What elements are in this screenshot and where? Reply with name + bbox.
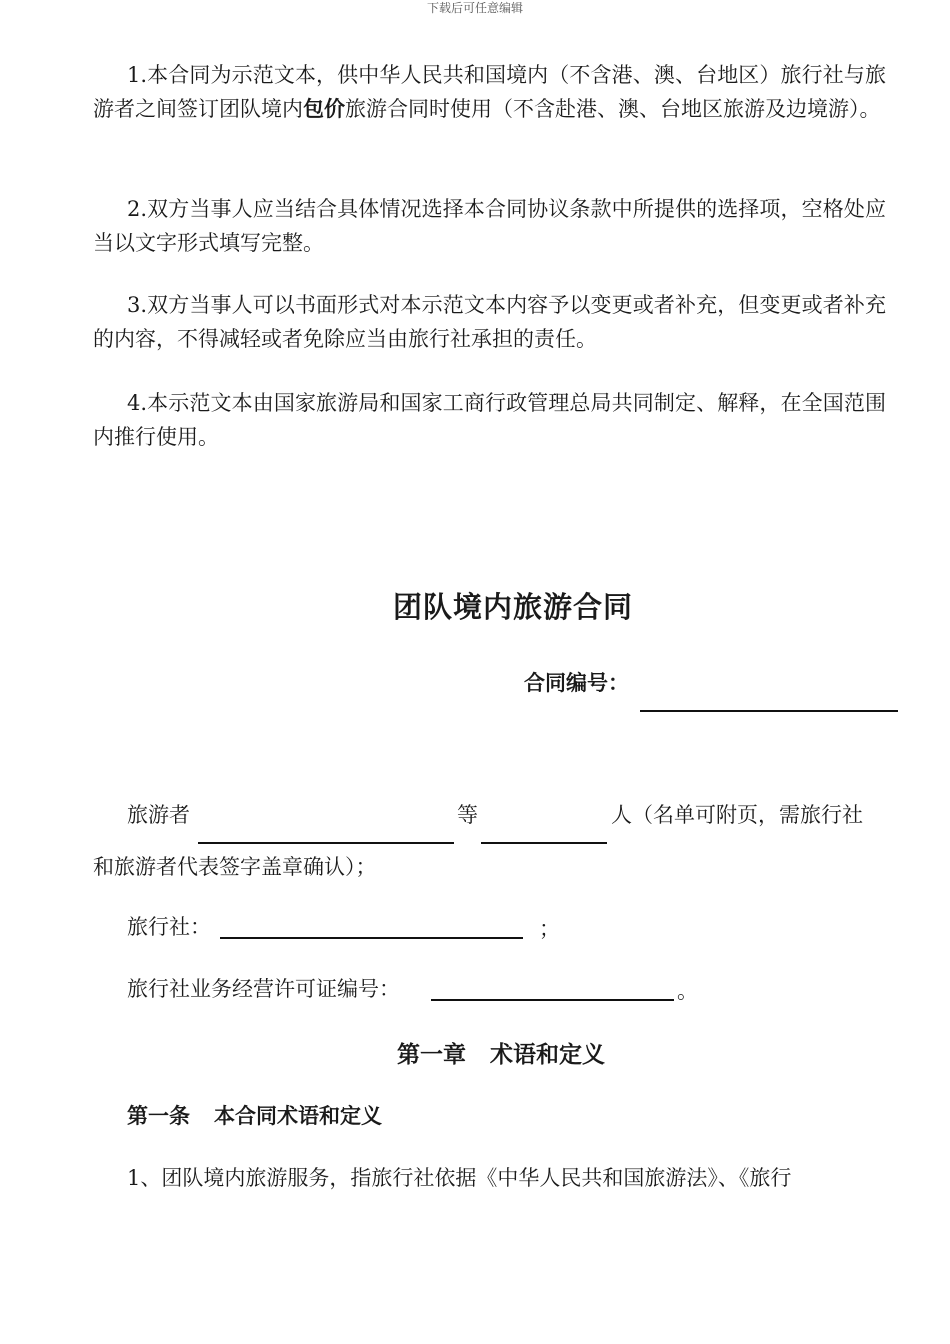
instruction-paragraph-1 <box>93 58 886 126</box>
tourist-note-line2: 和旅游者代表签字盖章确认）； <box>93 855 377 879</box>
instruction-1-text-b: 旅游合同时使用（不含赴港、澳、台地区旅游及边境游）。 <box>345 97 881 121</box>
instruction-1-text-a: 1.本合同为示范文本，供中华人民共和国境内（不含港、澳、台地区）旅行社与旅游者之间签订团队境内 <box>93 63 886 121</box>
tourist-count-field[interactable] <box>481 842 607 844</box>
instruction-paragraph-3: 3.双方当事人可以书面形式对本示范文本内容予以变更或者补充，但变更或者补充的内容，不得减轻或者免除应当由旅行社承担的责任。 <box>93 293 886 351</box>
agency-end-punct: ； <box>539 917 560 941</box>
chapter-number: 第一章 <box>397 1041 466 1068</box>
tourist-deng-text: 等 <box>457 803 478 827</box>
agency-label: 旅行社： <box>127 915 211 939</box>
agency-name-field[interactable] <box>220 937 523 939</box>
license-end-punct: 。 <box>677 979 698 1003</box>
license-label: 旅行社业务经营许可证编号： <box>127 977 400 1001</box>
instruction-paragraph-4: 4.本示范文本由国家旅游局和国家工商行政管理总局共同制定、解释，在全国范围内推行使用。 <box>93 391 886 449</box>
contract-title: 团队境内旅游合同 <box>392 590 633 624</box>
page-header-note: 下载后可任意编辑 <box>426 1 523 15</box>
article-title: 本合同术语和定义 <box>214 1103 382 1128</box>
contract-number-field[interactable] <box>640 710 898 712</box>
article-heading <box>127 1101 382 1131</box>
tourist-ren-text: 人（名单可附页，需旅行社 <box>611 803 863 827</box>
tourist-name-field[interactable] <box>198 842 454 844</box>
chapter-title: 术语和定义 <box>490 1041 605 1068</box>
instruction-1-bold-text: 包价 <box>303 96 345 121</box>
contract-number-label: 合同编号： <box>524 670 629 695</box>
article-item-1: 1、团队境内旅游服务，指旅行社依据《中华人民共和国旅游法》、《旅行 <box>127 1166 792 1190</box>
tourist-label: 旅游者 <box>127 803 190 827</box>
instruction-paragraph-2: 2.双方当事人应当结合具体情况选择本合同协议条款中所提供的选择项，空格处应当以文字形式填写完整。 <box>93 197 886 255</box>
license-number-field[interactable] <box>431 999 674 1001</box>
article-number: 第一条 <box>127 1103 190 1128</box>
chapter-heading <box>397 1036 605 1069</box>
